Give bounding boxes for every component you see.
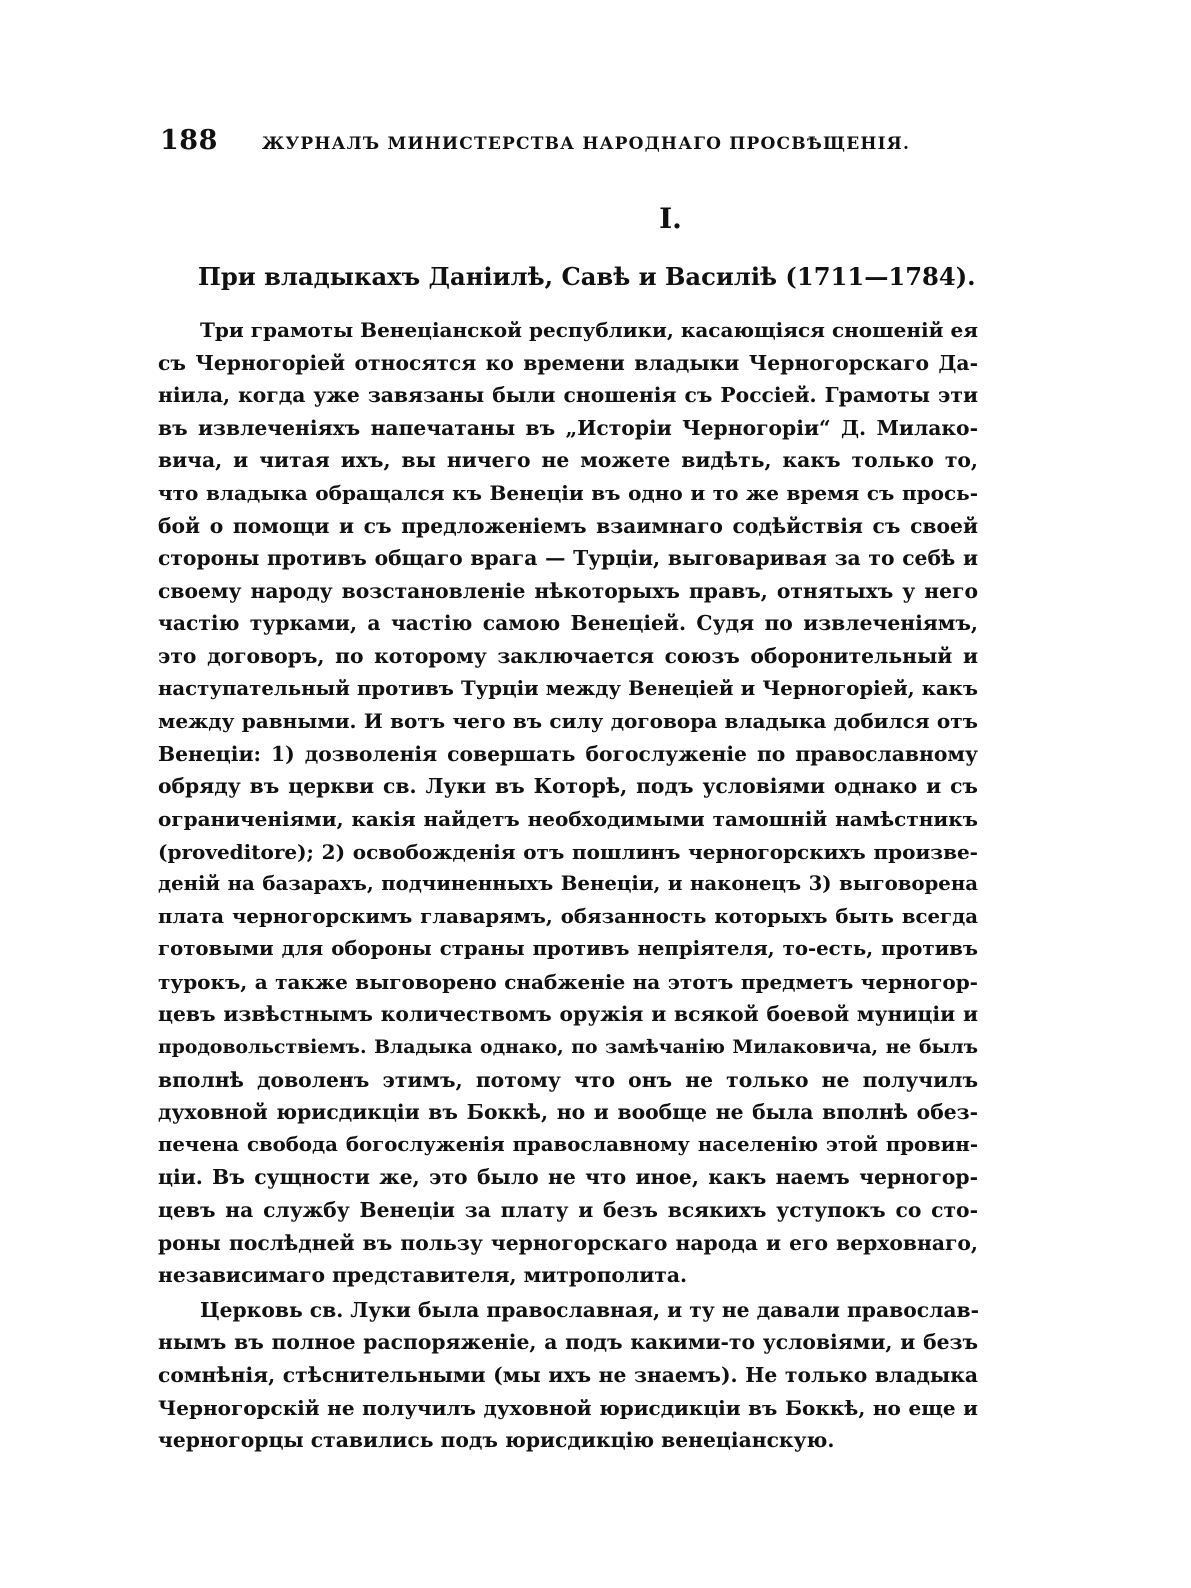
page-number: 188 [160, 125, 218, 156]
text-line: стороны противъ общаго врага — Турціи, выговаривая за то себѣ и [158, 546, 978, 571]
text-line: сомнѣнія, стѣснительными (мы ихъ не знаемъ). Не только владыка [158, 1363, 978, 1387]
section-number-text: I. [659, 202, 682, 235]
text-line: что владыка обращался къ Венеціи въ одно и то же время съ прось- [158, 480, 978, 505]
text-line: нымъ въ полное распоряженіе, а подъ какими-то условіями, и безъ [158, 1330, 978, 1355]
text-line: своему народу возстановленіе нѣкоторыхъ правъ, отнятыхъ у него [158, 578, 978, 603]
text-line: продовольствіемъ. Владыка однако, по замѣчанію Милаковича, не былъ [158, 1036, 978, 1059]
text-line: обряду въ церкви св. Луки въ Которѣ, подъ условіями однако и съ [158, 774, 978, 799]
text-line: печена свобода богослуженія православному населенію этой провин- [158, 1132, 978, 1156]
text-line: Церковь св. Луки была православная, и ту не давали православ- [200, 1297, 980, 1322]
text-line: турокъ, а также выговорено снабженіе на этотъ предметъ черногор- [158, 969, 978, 994]
text-line: частію турками, а частію самою Венеціей. Судя по извлеченіямъ, [158, 611, 978, 636]
text-line: ніила, когда уже завязаны были сношенія съ Россіей. Грамоты эти [158, 383, 978, 408]
text-line: это договоръ, по которому заключается союзъ оборонительный и [158, 643, 978, 668]
journal-title: ЖУРНАЛЪ МИНИСТЕРСТВА НАРОДНАГО ПРОСВѢЩЕНІЯ. [261, 134, 911, 154]
text-line: черногорцы ставились подъ юрисдикцію венеціанскую. [158, 1428, 835, 1453]
text-line: ограниченіями, какія найдетъ необходимыми тамошній намѣстникъ [158, 806, 978, 831]
text-line: вича, и читая ихъ, вы ничего не можете видѣть, какъ только то, [158, 448, 978, 473]
text-line: Три грамоты Венеціанской республики, касающіяся сношеній ея [200, 318, 978, 342]
running-head [160, 125, 980, 165]
text-line: цевъ извѣстнымъ количествомъ оружія и всякой боевой муниціи и [158, 1002, 978, 1027]
text-line: въ извлеченіяхъ напечатаны въ „Исторіи Черногоріи“ Д. Милако- [158, 415, 978, 440]
text-line: духовной юрисдикціи въ Боккѣ, но и вообще не была вполнѣ обез- [158, 1100, 978, 1125]
text-line: ціи. Въ сущности же, это было не что иное, какъ наемъ черногор- [158, 1165, 978, 1190]
text-line: независимаго представителя, митрополита. [158, 1263, 688, 1288]
text-line: плата черногорскимъ главарямъ, обязанность которыхъ быть всегда [158, 904, 978, 928]
text-line: наступательный противъ Турціи между Венеціей и Черногоріей, какъ [158, 676, 978, 700]
text-line: Венеціи: 1) дозволенія совершать богослуженіе по православному [158, 741, 978, 766]
text-line: роны послѣдней въ пользу черногорскаго народа и его верховнаго, [158, 1230, 978, 1255]
section-heading: При владыкахъ Даніилѣ, Савѣ и Василіѣ (1711—1784). [198, 262, 976, 291]
text-line: готовыми для обороны страны противъ непріятеля, то-есть, противъ [158, 937, 978, 961]
text-line: Черногорскій не получилъ духовной юрисдикціи въ Боккѣ, но еще и [158, 1395, 978, 1420]
text-line: вполнѣ доволенъ этимъ, потому что онъ не только не получилъ [158, 1067, 978, 1092]
text-line: бой о помощи и съ предложеніемъ взаимнаго содѣйствія съ своей [158, 513, 978, 538]
body-text [158, 314, 978, 1457]
text-line: между равными. И вотъ чего въ силу договора владыка добился отъ [158, 709, 978, 734]
text-line: деній на базарахъ, подчиненныхъ Венеціи, и наконецъ 3) выговорена [158, 872, 978, 896]
text-line: цевъ на службу Венеціи за плату и безъ всякихъ уступокъ со сто- [158, 1198, 978, 1223]
text-line: (proveditore); 2) освобожденія отъ пошлинъ черногорскихъ произве- [158, 839, 978, 864]
section-number [0, 202, 1191, 235]
text-line: съ Черногоріей относятся ко времени владыки Черногорскаго Да- [158, 350, 978, 375]
